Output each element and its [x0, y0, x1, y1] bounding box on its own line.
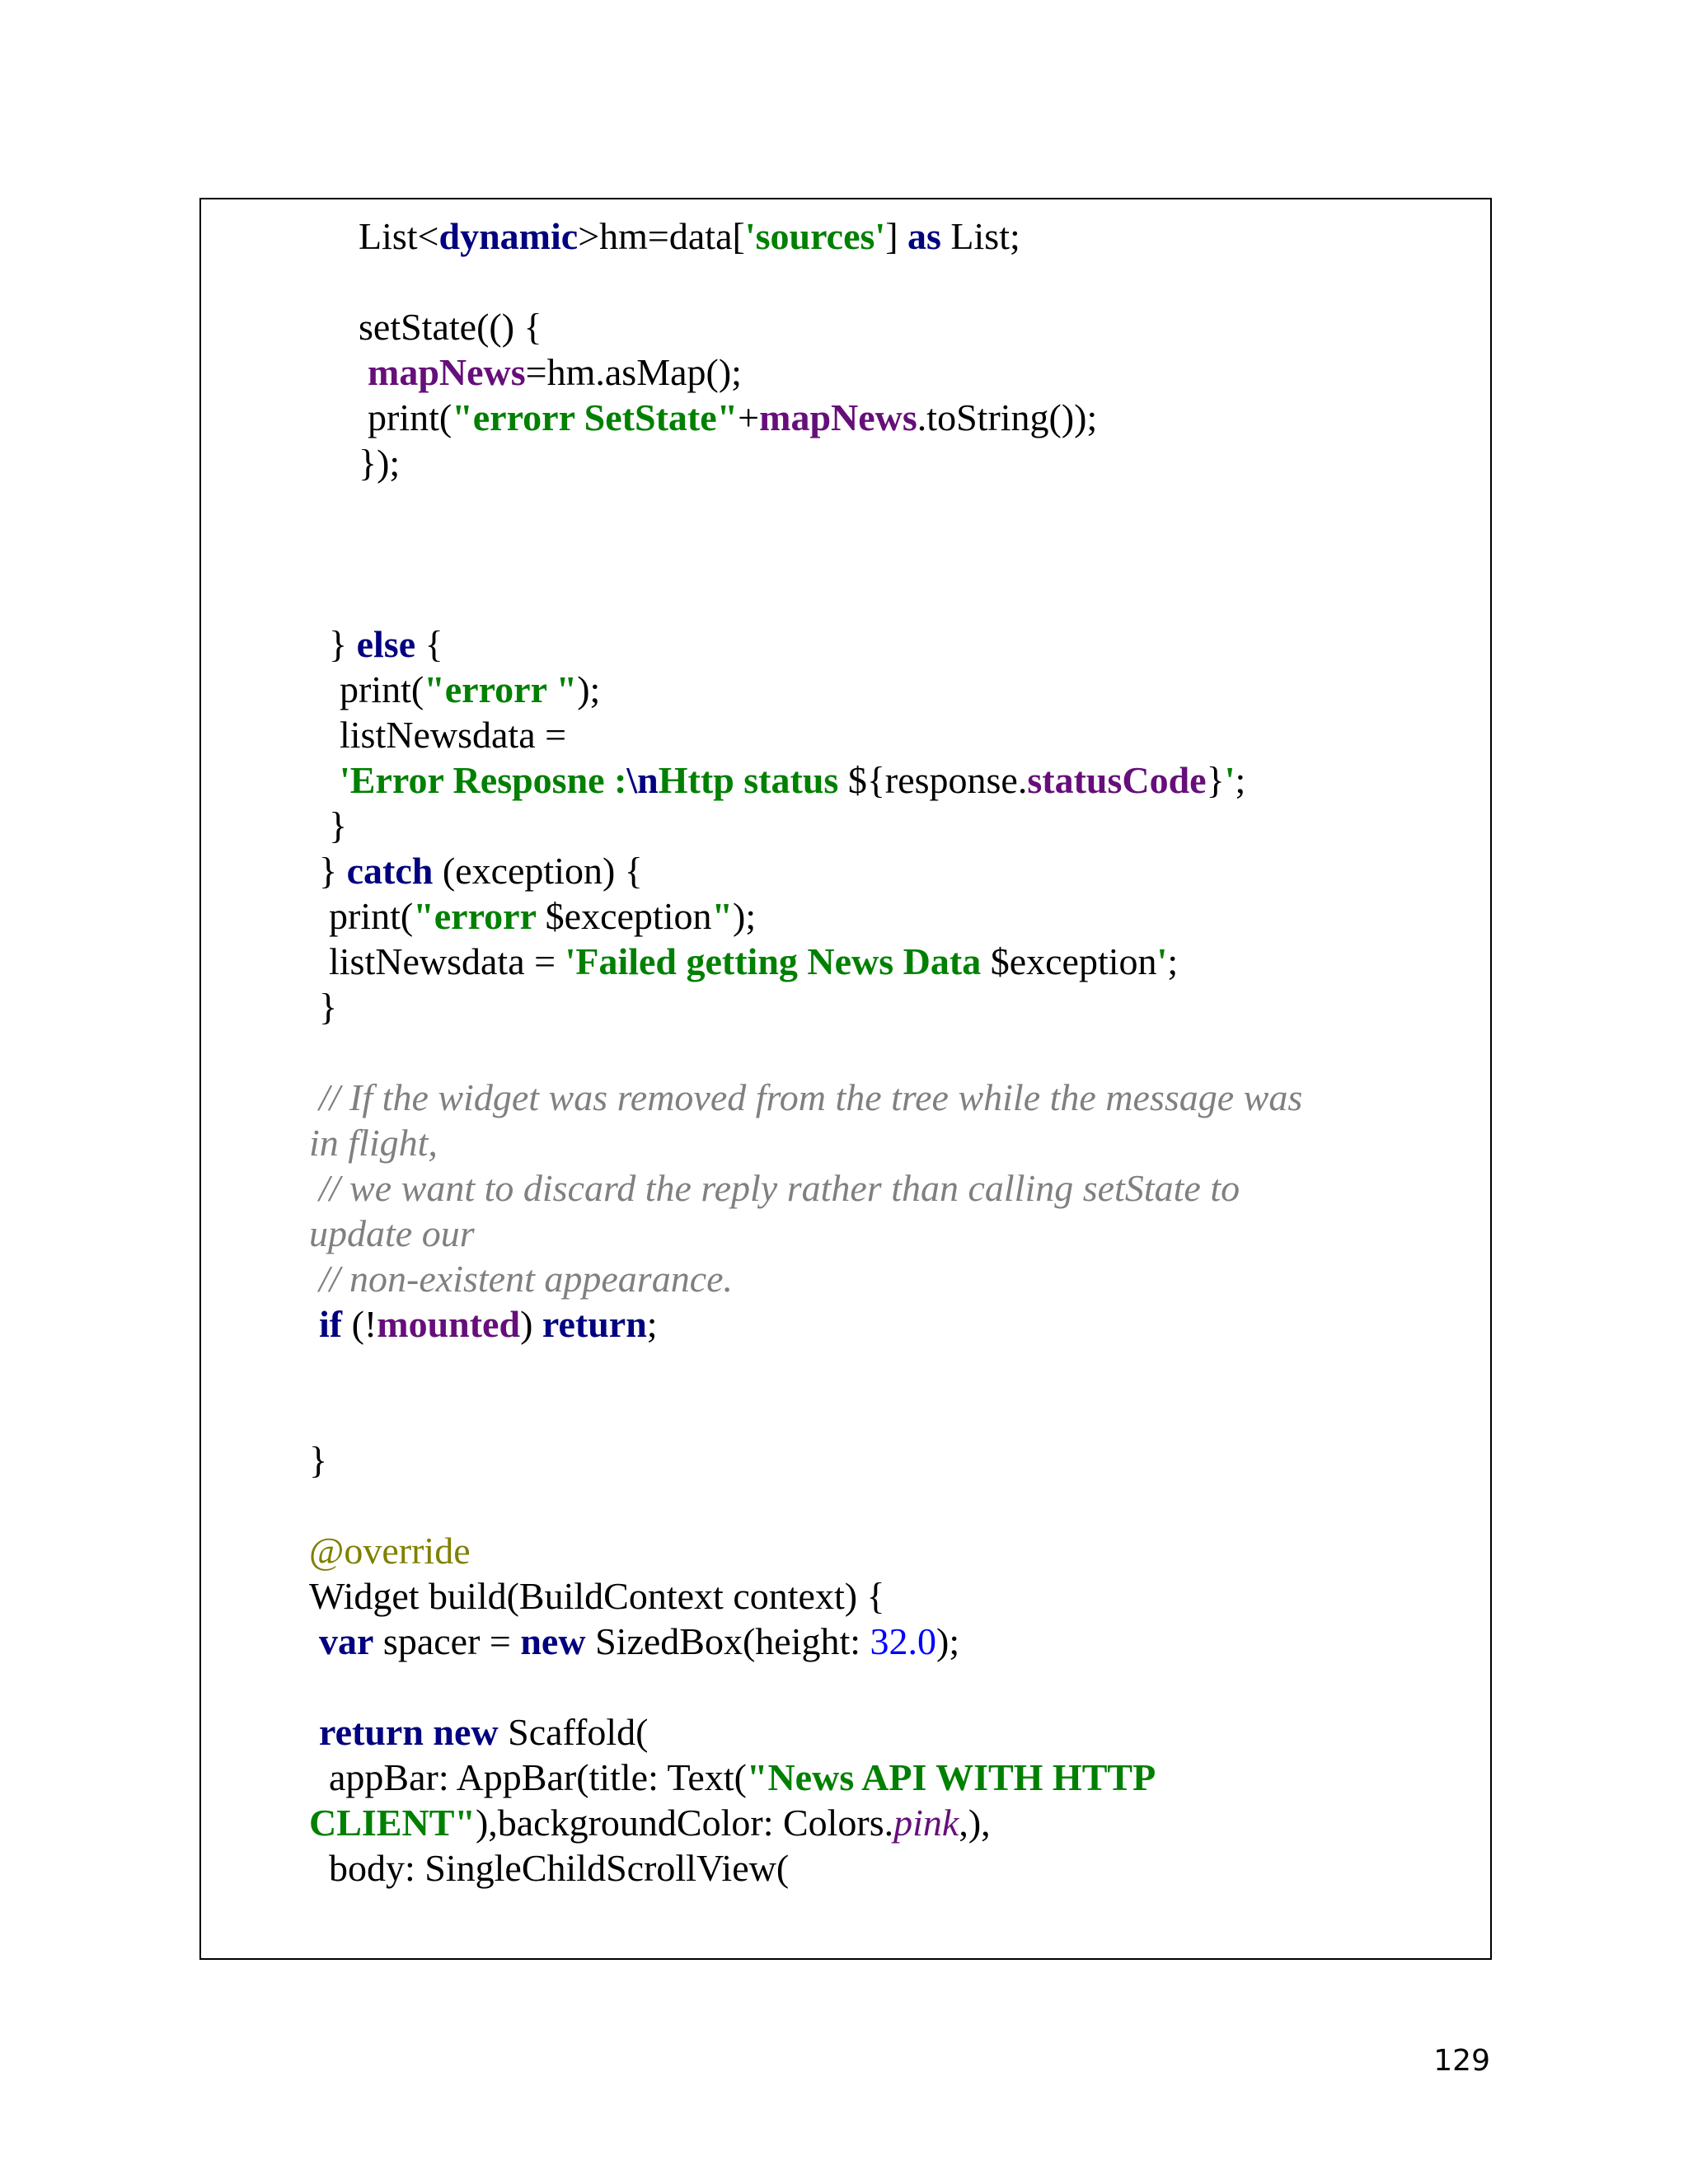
code-token: ); [733, 895, 757, 937]
code-block [199, 198, 1492, 1960]
code-keyword: if [319, 1303, 343, 1345]
code-token: $exception [545, 895, 712, 937]
code-keyword: new [433, 1711, 499, 1753]
code-token: >hm=data[ [578, 215, 745, 257]
code-escape: \n [626, 759, 659, 801]
code-token: ) [520, 1303, 542, 1345]
code-token: ; [1167, 940, 1179, 982]
code-annotation: @override [309, 1530, 471, 1572]
code-token: $exception [990, 940, 1157, 982]
code-token: + [738, 396, 760, 438]
code-line [319, 984, 337, 1029]
code-keyword: return [542, 1303, 647, 1345]
code-line [340, 667, 600, 712]
code-token: ); [577, 668, 601, 710]
code-token: ,), [959, 1802, 991, 1844]
code-token: listNewsdata = [329, 940, 565, 982]
code-line [359, 304, 542, 349]
code-string: "errorr [413, 895, 546, 937]
code-token: } [1206, 759, 1225, 801]
code-line [340, 757, 1245, 803]
code-number: 32.0 [870, 1620, 937, 1662]
code-string: ' [1156, 940, 1168, 982]
code-comment: // If the widget was removed from the tree while the message was [319, 1076, 1303, 1118]
code-line [329, 939, 1178, 984]
code-line [319, 1709, 648, 1755]
code-keyword: var [319, 1620, 374, 1662]
code-token: spacer = [373, 1620, 521, 1662]
code-string: 'sources' [744, 215, 886, 257]
code-line [309, 1800, 991, 1845]
code-token: SizedBox(height: [585, 1620, 870, 1662]
code-token: ${response. [847, 759, 1028, 801]
code-token: } [309, 1439, 328, 1481]
code-string: "errorr SetState" [452, 396, 738, 438]
code-token: } [319, 986, 338, 1028]
code-line [329, 803, 347, 848]
code-field: pink [893, 1802, 959, 1844]
code-field: mapNews [759, 396, 917, 438]
code-token: } [319, 850, 347, 892]
code-token [424, 1711, 434, 1753]
code-line [329, 1755, 1156, 1800]
code-token: print( [329, 895, 414, 937]
code-token: (exception) { [433, 850, 643, 892]
page-number: 129 [1433, 2044, 1490, 2078]
code-token: { [415, 623, 443, 665]
code-token: .toString()); [917, 396, 1098, 438]
code-comment: update our [309, 1212, 475, 1254]
code-token: Widget build(BuildContext context) { [309, 1575, 885, 1617]
code-keyword: as [907, 215, 941, 257]
code-keyword: return [319, 1711, 424, 1753]
code-comment: // we want to discard the reply rather than calling setState to [319, 1167, 1240, 1209]
code-token: List; [940, 215, 1020, 257]
code-line [359, 213, 1020, 259]
code-token: body: SingleChildScrollView( [329, 1847, 790, 1889]
code-string: " [711, 895, 734, 937]
code-line [368, 395, 1097, 440]
code-string: 'Error Resposne : [340, 759, 627, 801]
code-token: print( [368, 396, 452, 438]
code-line [309, 1573, 885, 1619]
code-token: ; [646, 1303, 658, 1345]
code-line [329, 1845, 789, 1891]
code-keyword: catch [346, 850, 434, 892]
code-keyword: dynamic [438, 215, 579, 257]
code-line [319, 1301, 658, 1347]
code-line [359, 440, 400, 485]
code-string: ' [1224, 759, 1236, 801]
code-keyword: new [520, 1620, 586, 1662]
code-string: Http status [658, 759, 848, 801]
code-line [329, 621, 443, 667]
code-line [319, 848, 643, 893]
code-comment: // non-existent appearance. [319, 1258, 734, 1300]
code-token: } [329, 623, 357, 665]
code-token: Scaffold( [498, 1711, 649, 1753]
code-token: print( [340, 668, 424, 710]
code-line [309, 1437, 327, 1483]
code-string: 'Failed getting News Data [565, 940, 991, 982]
code-field: mounted [377, 1303, 521, 1345]
code-token: (! [342, 1303, 377, 1345]
code-token: appBar: AppBar(title: Text( [329, 1756, 747, 1798]
code-string: "News API WITH HTTP [746, 1756, 1156, 1798]
code-token: }); [359, 442, 401, 484]
code-token: } [329, 804, 348, 846]
code-token: ),backgroundColor: Colors. [475, 1802, 894, 1844]
code-token: listNewsdata = [340, 714, 567, 756]
code-token: ; [1235, 759, 1246, 801]
code-comment: in flight, [309, 1122, 438, 1164]
code-token: List< [359, 215, 439, 257]
code-line [340, 712, 566, 757]
code-token: ); [936, 1620, 960, 1662]
code-string: "errorr " [424, 668, 578, 710]
code-line [319, 1619, 959, 1664]
code-token: ] [885, 215, 908, 257]
code-string: CLIENT" [309, 1802, 476, 1844]
code-line [329, 893, 756, 939]
code-field: mapNews [368, 351, 526, 393]
code-token: setState(() { [359, 306, 542, 348]
code-token: =hm.asMap(); [525, 351, 742, 393]
code-line [368, 349, 742, 395]
code-field: statusCode [1027, 759, 1207, 801]
code-keyword: else [356, 623, 416, 665]
